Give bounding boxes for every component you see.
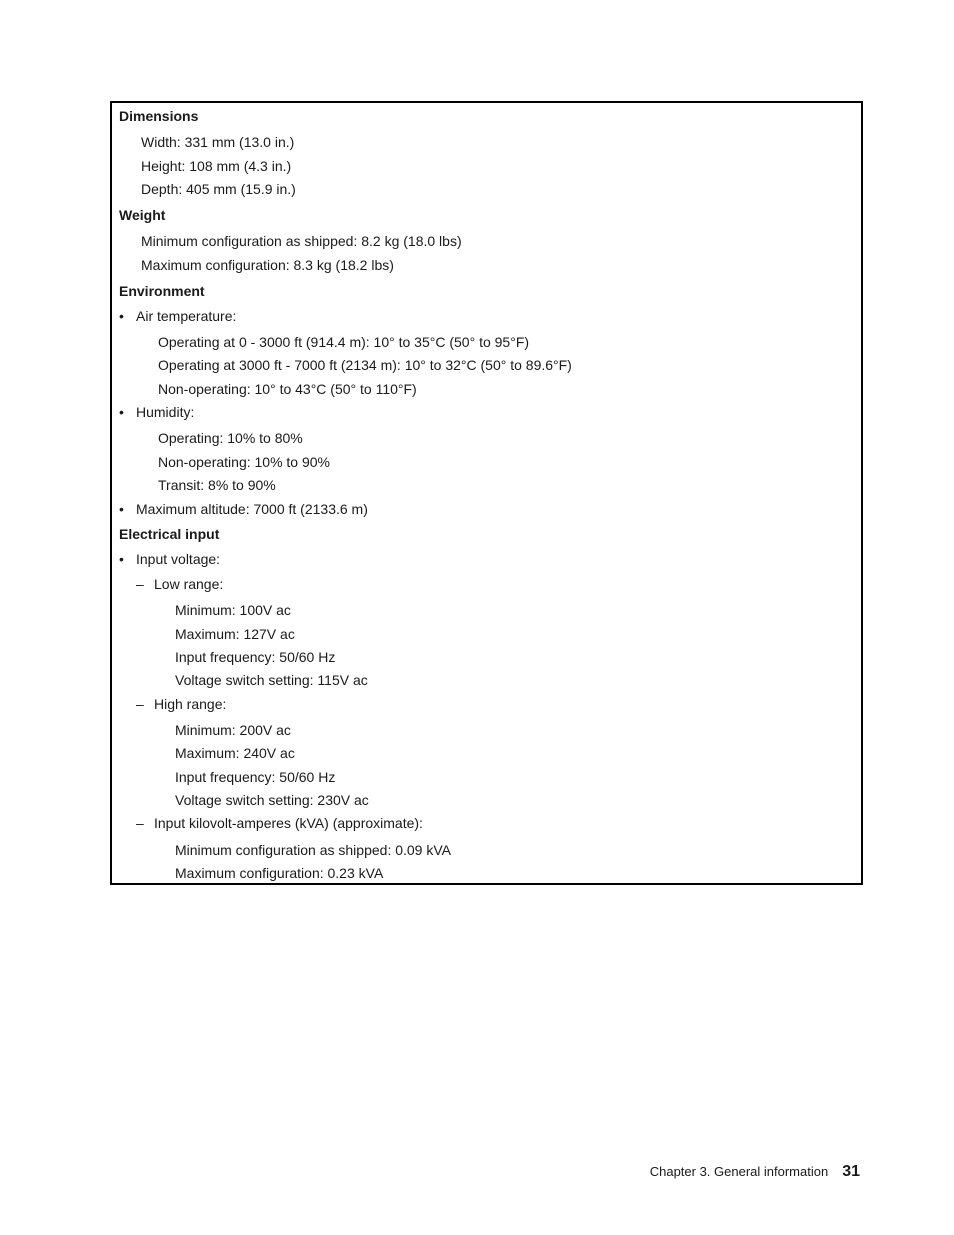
chapter-title: Chapter 3. General information bbox=[649, 1164, 829, 1179]
humidity-item bbox=[119, 403, 194, 421]
low-range-frequency: Input frequency: 50/60 Hz bbox=[175, 649, 336, 665]
air-temp-operating-high: Operating at 3000 ft - 7000 ft (2134 m): 10° to 32°C (50° to 89.6°F) bbox=[158, 357, 572, 373]
high-range-frequency: Input frequency: 50/60 Hz bbox=[175, 769, 336, 785]
electrical-heading: Electrical input bbox=[119, 526, 220, 542]
bullet-marker: • bbox=[119, 404, 124, 420]
kva-maximum: Maximum configuration: 0.23 kVA bbox=[175, 865, 384, 881]
altitude-spec: Maximum altitude: 7000 ft (2133.6 m) bbox=[136, 501, 368, 517]
high-range-switch-setting: Voltage switch setting: 230V ac bbox=[175, 792, 369, 808]
kva-item bbox=[136, 814, 423, 832]
kva-minimum: Minimum configuration as shipped: 0.09 kVA bbox=[175, 842, 451, 858]
air-temp-operating-low: Operating at 0 - 3000 ft (914.4 m): 10° to 35°C (50° to 95°F) bbox=[158, 334, 530, 350]
high-range-item bbox=[136, 695, 226, 713]
dimensions-heading: Dimensions bbox=[119, 108, 199, 124]
air-temp-non-operating: Non-operating: 10° to 43°C (50° to 110°F) bbox=[158, 381, 417, 397]
low-range-switch-setting: Voltage switch setting: 115V ac bbox=[175, 672, 368, 688]
weight-max-spec: Maximum configuration: 8.3 kg (18.2 lbs) bbox=[141, 257, 394, 273]
specifications-table bbox=[110, 101, 863, 885]
dash-marker: – bbox=[136, 696, 144, 712]
environment-heading: Environment bbox=[119, 283, 205, 299]
high-range-label: High range: bbox=[154, 696, 227, 712]
high-range-maximum: Maximum: 240V ac bbox=[175, 745, 295, 761]
page-footer bbox=[650, 1163, 860, 1181]
humidity-operating: Operating: 10% to 80% bbox=[158, 430, 303, 446]
humidity-non-operating: Non-operating: 10% to 90% bbox=[158, 454, 330, 470]
input-voltage-item bbox=[119, 550, 220, 568]
depth-spec: Depth: 405 mm (15.9 in.) bbox=[141, 181, 296, 197]
low-range-minimum: Minimum: 100V ac bbox=[175, 602, 291, 618]
bullet-marker: • bbox=[119, 308, 124, 324]
bullet-marker: • bbox=[119, 551, 124, 567]
altitude-item bbox=[119, 500, 368, 518]
input-voltage-label: Input voltage: bbox=[136, 551, 221, 567]
weight-min-spec: Minimum configuration as shipped: 8.2 kg (18.0 lbs) bbox=[141, 233, 462, 249]
low-range-maximum: Maximum: 127V ac bbox=[175, 626, 295, 642]
height-spec: Height: 108 mm (4.3 in.) bbox=[141, 158, 292, 174]
low-range-item bbox=[136, 575, 223, 593]
humidity-transit: Transit: 8% to 90% bbox=[158, 477, 276, 493]
weight-heading: Weight bbox=[119, 207, 166, 223]
dash-marker: – bbox=[136, 815, 144, 831]
dash-marker: – bbox=[136, 576, 144, 592]
low-range-label: Low range: bbox=[154, 576, 224, 592]
kva-label: Input kilovolt-amperes (kVA) (approximate): bbox=[154, 815, 423, 831]
humidity-label: Humidity: bbox=[136, 404, 195, 420]
page-number: 31 bbox=[842, 1163, 860, 1180]
air-temperature-item bbox=[119, 307, 236, 325]
width-spec: Width: 331 mm (13.0 in.) bbox=[141, 134, 295, 150]
high-range-minimum: Minimum: 200V ac bbox=[175, 722, 291, 738]
bullet-marker: • bbox=[119, 501, 124, 517]
air-temperature-label: Air temperature: bbox=[136, 308, 237, 324]
